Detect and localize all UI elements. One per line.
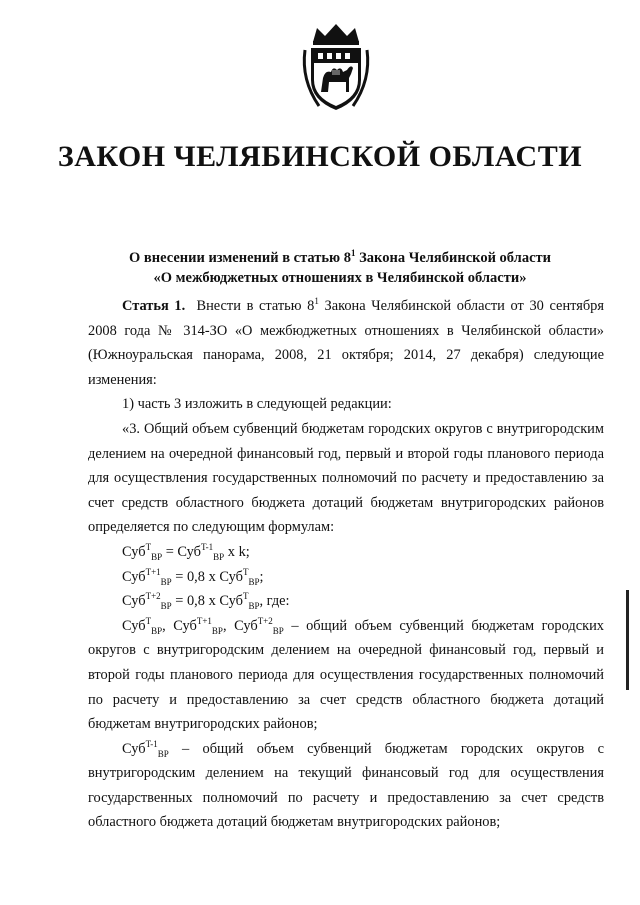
definition-1: Суб$^T_{ВР}$, Суб$^{T+1}_{ВР}$, Суб$^{T+2}_{ВР}$ – общий объем субвенций бюджетам городских округов с внутригородским делением на очередной финансовый год, первый и второй годы планового периода для осуществления государственных полномочий по расчету и предоставлению за счет средств областного бюджета дотаций бюджетам внутригородских районов; bbox=[88, 615, 604, 733]
item-1: 1) часть 3 изложить в следующей редакции: bbox=[122, 396, 392, 413]
formula-2: Суб$^{T+1}_{ВР}$ = 0,8 x Суб$^T_{ВР}$; bbox=[122, 566, 264, 587]
law-subtitle bbox=[60, 248, 620, 288]
law-title: ЗАКОН ЧЕЛЯБИНСКОЙ ОБЛАСТИ bbox=[57, 140, 583, 173]
definition-2: Суб$^{T-1}_{ВР}$ – общий объем субвенций бюджетам городских округов с внутригородским делением на текущий финансовый год для осуществления государственных полномочий по расчету и предоставлению за счет средств областного бюджета дотаций бюджетам внутригородских районов; bbox=[88, 738, 604, 831]
scan-edge-mark bbox=[626, 590, 629, 690]
subtitle-line-1: О внесении изменений в статью $8^1$ Закона Челябинской области bbox=[129, 248, 551, 266]
paragraph-3: «3. Общий объем субвенций бюджетам городских округов с внутригородским делением на очередной финансовый год, первый и второй годы планового периода для осуществления государственных полномочий по расчету и предоставлению за счет средств областного бюджета дотаций бюджетам внутригородских районов определяется по следующим формулам: bbox=[88, 420, 604, 536]
formula-3: Суб$^{T+2}_{ВР}$ = 0,8 x Суб$^T_{ВР}$, где: bbox=[122, 591, 290, 611]
subtitle-line-2: «О межбюджетных отношениях в Челябинской области» bbox=[153, 270, 527, 286]
article-1-paragraph: Статья 1. Внести в статью $8^1$ Закона Челябинской области от 30 сентября 2008 года № 314-ЗО «О межбюджетных отношениях в Челябинской области» (Южноуральская панорама, 2008, 21 октября; 2014, 27 декабря) следующие изменения: bbox=[88, 296, 604, 388]
article-label: Статья 1. bbox=[122, 298, 186, 314]
coat-of-arms-icon bbox=[299, 20, 373, 116]
law-body bbox=[88, 294, 604, 835]
formula-1: Суб$^T_{ВР}$ = Суб$^{T-1}_{ВР}$ x k; bbox=[122, 542, 250, 562]
